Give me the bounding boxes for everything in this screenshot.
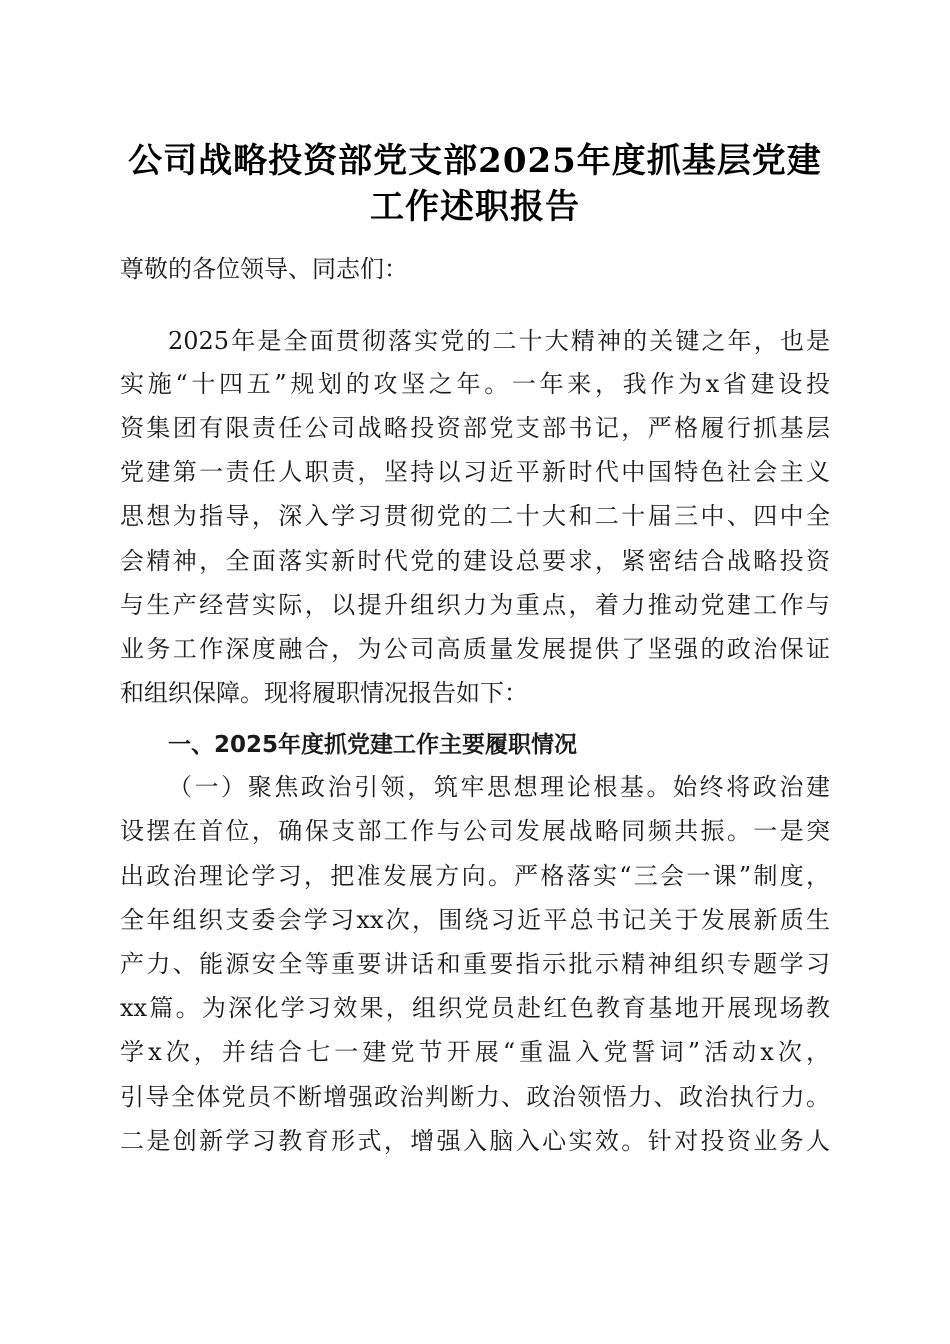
salutation: 尊敬的各位领导、同志们： <box>120 255 408 283</box>
intro-line: 会精神，全面落实新时代党的建设总要求，紧密结合战略投资 <box>120 547 830 575</box>
document-title-line-1: 公司战略投资部党支部2025年度抓基层党建 <box>128 141 822 181</box>
body-line: （一）聚焦政治引领，筑牢思想理论根基。始终将政治建 <box>168 773 830 801</box>
body-line: 引导全体党员不断增强政治判断力、政治领悟力、政治执行力。 <box>120 1083 830 1111</box>
intro-line: 资集团有限责任公司战略投资部党支部书记，严格履行抓基层 <box>120 414 830 442</box>
body-line: xx篇。为深化学习效果，组织党员赴红色教育基地开展现场教 <box>120 994 830 1022</box>
intro-line: 思想为指导，深入学习贯彻党的二十大和二十届三中、四中全 <box>120 502 830 530</box>
body-line: 二是创新学习教育形式，增强入脑入心实效。针对投资业务人 <box>120 1127 830 1155</box>
body-line: 产力、能源安全等重要讲话和重要指示批示精神组织专题学习 <box>120 950 830 978</box>
section-heading: 一、2025年度抓党建工作主要履职情况 <box>168 732 578 758</box>
intro-line: 党建第一责任人职责，坚持以习近平新时代中国特色社会主义 <box>120 458 830 486</box>
intro-line: 2025年是全面贯彻落实党的二十大精神的关键之年，也是 <box>168 327 830 355</box>
intro-line: 实施“十四五”规划的攻坚之年。一年来，我作为x省建设投 <box>120 370 830 398</box>
intro-line: 与生产经营实际，以提升组织力为重点，着力推动党建工作与 <box>120 591 830 619</box>
body-line: 学x次，并结合七一建党节开展“重温入党誓词”活动x次， <box>120 1038 830 1066</box>
document-title-line-2: 工作述职报告 <box>370 187 580 227</box>
intro-line: 业务工作深度融合，为公司高质量发展提供了坚强的政治保证 <box>120 635 830 663</box>
body-line: 全年组织支委会学习xx次，围绕习近平总书记关于发展新质生 <box>120 906 830 934</box>
body-line: 设摆在首位，确保支部工作与公司发展战略同频共振。一是突 <box>120 817 830 845</box>
intro-line: 和组织保障。现将履职情况报告如下： <box>120 679 528 707</box>
body-line: 出政治理论学习，把准发展方向。严格落实“三会一课”制度， <box>120 862 830 890</box>
